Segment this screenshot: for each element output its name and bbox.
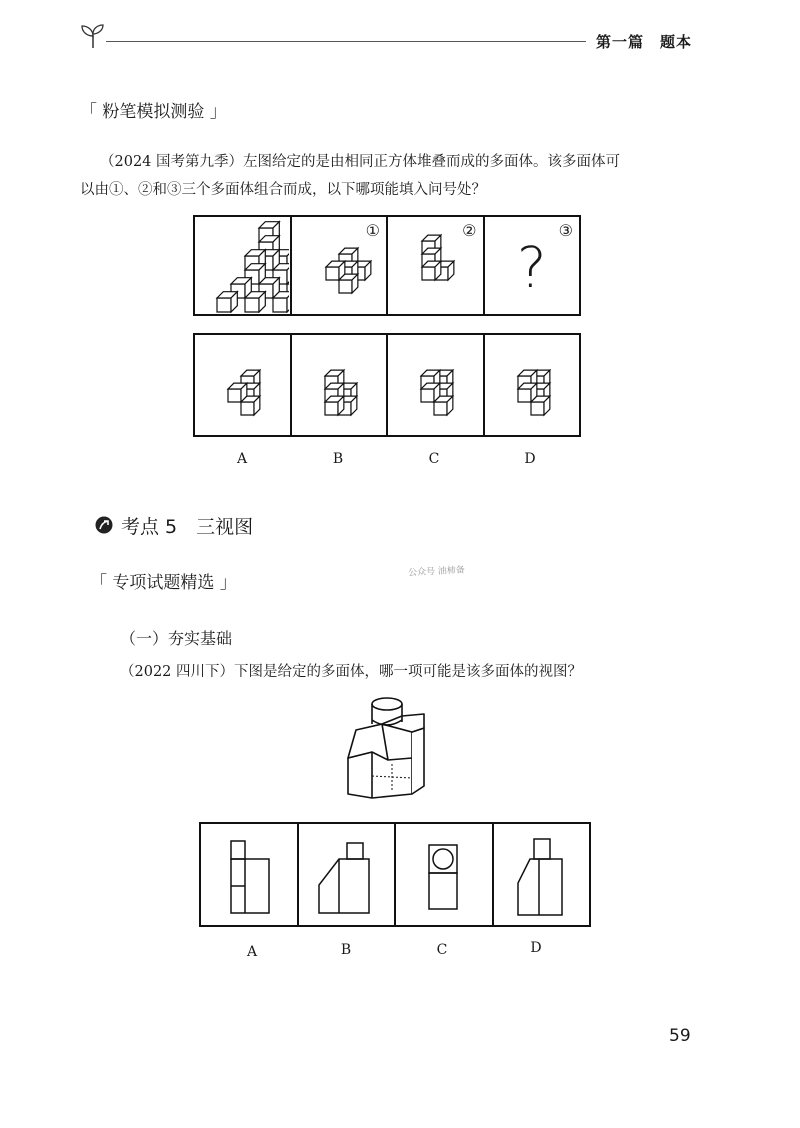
watermark: 公众号 油柿备: [407, 565, 466, 579]
cube: [241, 396, 260, 415]
practice-section-label: 粉笔模拟测验: [102, 102, 205, 122]
view-option-b-panel[interactable]: [299, 824, 397, 925]
cube: [245, 292, 265, 312]
bracket-close-icon-2: 」: [214, 573, 237, 593]
piece-2-number: ②: [462, 221, 477, 240]
subsection-title: （一）夯实基础: [120, 629, 233, 648]
header-title: 第一篇 题本: [596, 33, 693, 51]
piece-1-number: ①: [365, 221, 380, 240]
header-rule: [106, 41, 586, 42]
given-polyhedron-panel: [195, 217, 292, 314]
view-option-b-figure: [299, 825, 394, 924]
option-c-panel[interactable]: [388, 335, 485, 435]
option-a-panel[interactable]: [195, 335, 292, 435]
view-option-d-panel[interactable]: [494, 824, 590, 925]
topic-bullet-icon: [95, 516, 113, 534]
given-piece-3-panel: [485, 217, 580, 314]
q1-option-label-c: C: [428, 451, 440, 467]
question2-options: [199, 822, 591, 927]
view-option-d-figure: [494, 825, 589, 924]
question2-text: （2022 四川下）下图是给定的多面体，哪一项可能是该多面体的视图？: [120, 664, 583, 680]
given-polyhedron-figure: [195, 218, 289, 313]
option-b-panel[interactable]: [292, 335, 389, 435]
q1-option-label-d: D: [524, 451, 536, 467]
q1-option-label-b: B: [332, 451, 344, 467]
cube: [422, 261, 441, 280]
question1-text: [100, 148, 720, 176]
question1-given-figures: [193, 215, 581, 316]
topic-title: 考点 5 三视图: [121, 516, 254, 538]
page-number: 59: [669, 1026, 691, 1046]
option-a-figure: [195, 336, 289, 434]
q2-option-label-b: B: [340, 942, 352, 958]
view-option-c-panel[interactable]: [396, 824, 494, 925]
cube: [217, 292, 237, 312]
option-c-figure: [388, 336, 482, 434]
question2-polyhedron-figure: [340, 690, 440, 802]
option-d-panel[interactable]: [485, 335, 580, 435]
bracket-open-icon-2: 「: [90, 573, 113, 593]
question-mark: ?: [516, 236, 547, 301]
given-piece-2-panel: [388, 217, 485, 314]
option-b-figure: [292, 336, 386, 434]
q2-option-label-c: C: [436, 942, 448, 958]
q2-option-label-d: D: [530, 940, 542, 956]
question1-line2: 以由①、②和③三个多面体组合而成，以下哪项能填入问号处？: [80, 182, 486, 198]
q1-option-label-a: A: [236, 451, 248, 467]
q2-option-label-a: A: [246, 944, 258, 960]
question1-text-cont: [80, 176, 720, 204]
cube: [531, 396, 550, 415]
special-section-label: 专项试题精选: [112, 573, 215, 593]
view-option-a-figure: [201, 825, 296, 924]
bracket-close-icon: 」: [204, 102, 227, 122]
view-option-c-figure: [396, 825, 491, 924]
given-piece-1-panel: [292, 217, 389, 314]
special-section-title: [90, 568, 237, 593]
cube: [339, 274, 358, 293]
option-d-figure: [485, 336, 579, 434]
bracket-open-icon: 「: [80, 102, 103, 122]
view-option-a-panel[interactable]: [201, 824, 299, 925]
piece-3-number: ③: [558, 221, 573, 240]
cube: [325, 396, 344, 415]
question1-line1: （2024 国考第九季）左图给定的是由相同正方体堆叠而成的多面体。该多面体可: [100, 154, 621, 170]
question1-options: [193, 333, 581, 437]
cube: [434, 396, 453, 415]
sprout-icon: [78, 20, 108, 50]
practice-section-title: [80, 97, 227, 122]
